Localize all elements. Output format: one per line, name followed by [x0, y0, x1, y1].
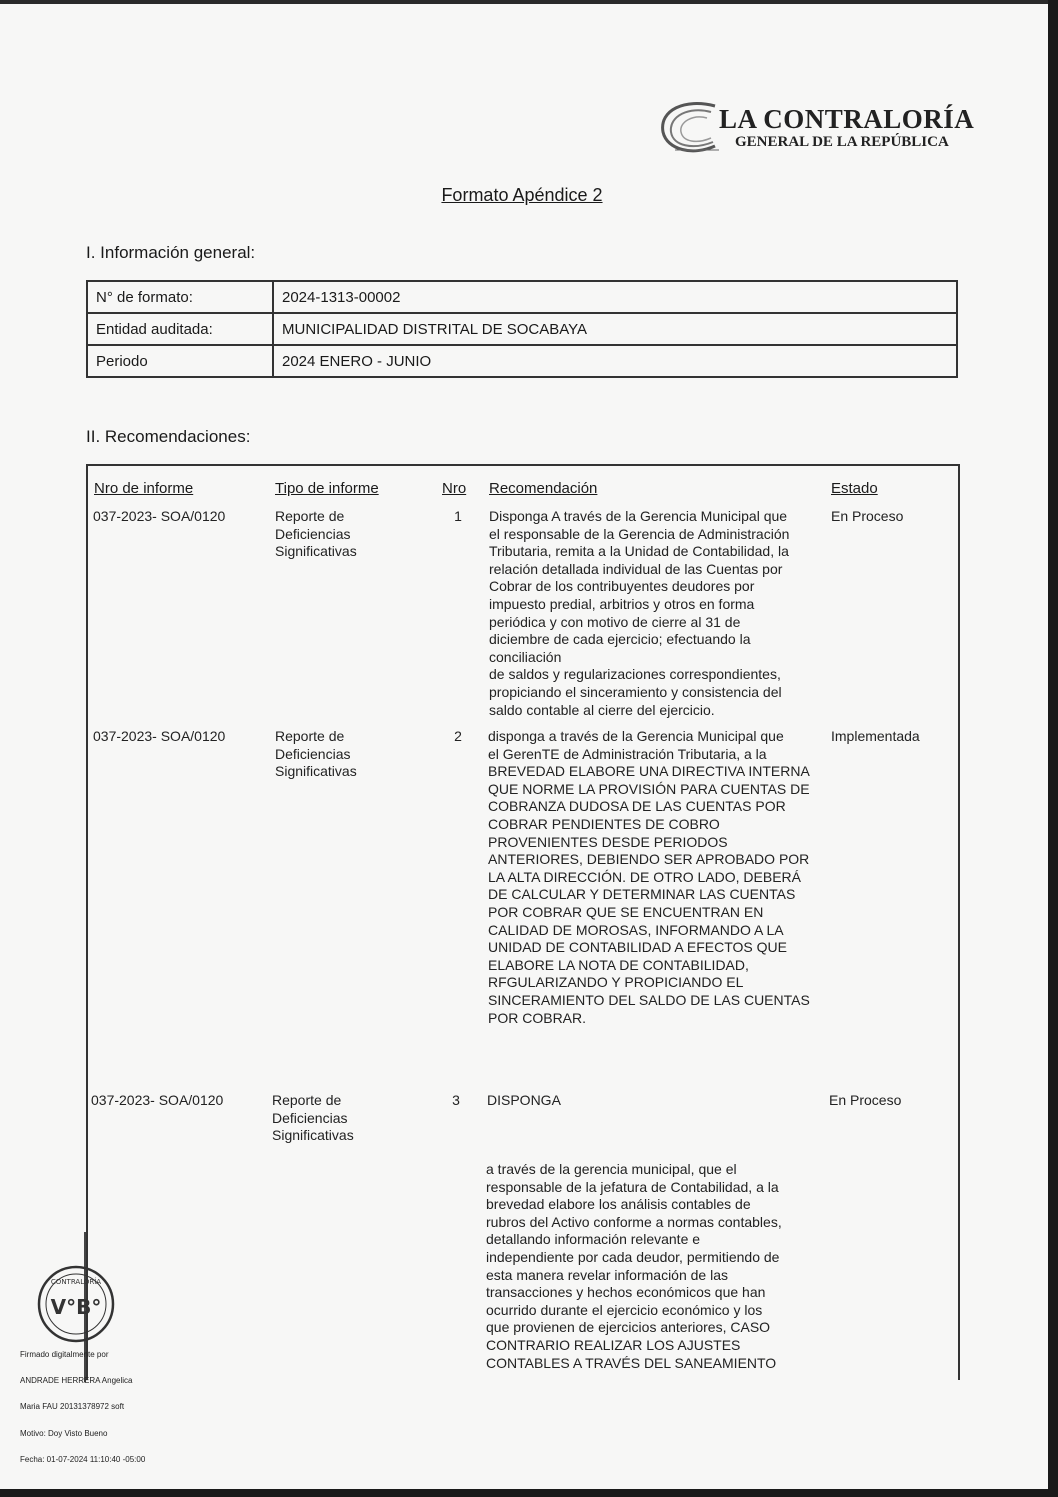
row2-estado: Implementada: [831, 728, 920, 744]
tipo-line: Deficiencias: [272, 1109, 348, 1126]
info-label: Periodo: [87, 345, 273, 377]
rec-line: detallando información relevante e: [486, 1231, 701, 1248]
rec-line: CONTRARIO REALIZAR LOS AJUSTES: [486, 1336, 741, 1353]
header-tipo-informe: Tipo de informe: [275, 480, 379, 497]
rec-line: LA ALTA DIRECCIÓN. DE OTRO LADO, DEBERÁ: [488, 868, 802, 885]
rec-line: ocurrido durante el ejercicio económico y los: [486, 1301, 763, 1318]
table-row: [87, 313, 957, 345]
contraloria-logo: [655, 98, 975, 158]
rec-line: responsable de la jefatura de Contabilidad, a la: [486, 1178, 779, 1195]
rec-line: saldo contable al cierre del ejercicio.: [489, 701, 715, 718]
rec-line: propiciando el sinceramiento y consistencia del: [489, 683, 782, 700]
tipo-line: Reporte de: [275, 728, 345, 744]
header-nro-informe: Nro de informe: [94, 480, 194, 497]
rec-line: QUE NORME LA PROVISIÓN PARA CUENTAS DE: [488, 780, 810, 797]
row2-nro-informe: 037-2023- SOA/0120: [93, 728, 226, 744]
info-value: 2024 ENERO - JUNIO: [273, 345, 957, 377]
rec-line: diciembre de cada ejercicio; efectuando la: [489, 631, 751, 648]
signature-line: Maria FAU 20131378972 soft: [20, 1402, 125, 1412]
scan-edge-bottom: [0, 1489, 1058, 1497]
rec-line: POR COBRAR.: [488, 1009, 587, 1026]
row1-estado: En Proceso: [831, 508, 904, 524]
rec-line: transacciones y hechos económicos que han: [486, 1284, 766, 1301]
tipo-line: Reporte de: [275, 508, 345, 524]
section-general-info-heading: I. Información general:: [86, 243, 256, 262]
rec-line: periódica y con motivo de cierre al 31 de: [489, 613, 741, 630]
rec-line: brevedad elabore los análisis contables de: [486, 1196, 751, 1213]
rec-line: ELABORE LA NOTA DE CONTABILIDAD,: [488, 956, 749, 973]
row2-tipo: [275, 728, 357, 781]
tipo-line: Deficiencias: [275, 525, 351, 542]
scan-edge-right: [1048, 0, 1058, 1497]
row3-tipo: [272, 1092, 354, 1145]
row1-recomendacion: [489, 508, 829, 719]
row3-nro: 3: [452, 1092, 460, 1108]
rec-line: DE CALCULAR Y DETERMINAR LAS CUENTAS: [488, 886, 796, 903]
info-label: N° de formato:: [87, 281, 273, 313]
rec-line: BREVEDAD ELABORE UNA DIRECTIVA INTERNA: [488, 763, 810, 780]
rec-line: SINCERAMIENTO DEL SALDO DE LAS CUENTAS: [488, 991, 810, 1008]
rec-line: COBRANZA DUDOSA DE LAS CUENTAS POR: [488, 798, 786, 815]
rec-line: Cobrar de los contribuyentes deudores por: [489, 578, 755, 595]
row1-nro-informe: 037-2023- SOA/0120: [93, 508, 226, 524]
row3-nro-informe: 037-2023- SOA/0120: [91, 1092, 224, 1108]
rec-line: impuesto predial, arbitrios y otros en forma: [489, 595, 755, 612]
row1-tipo: [275, 508, 357, 561]
row3-estado: En Proceso: [829, 1092, 902, 1108]
row2-nro: 2: [454, 728, 462, 744]
seal-center-text: V°B°: [50, 1295, 102, 1319]
header-recomendacion: Recomendación: [489, 480, 598, 497]
digital-signature-text: [20, 1333, 145, 1474]
tipo-line: Significativas: [275, 543, 357, 560]
rec-line: RFGULARIZANDO Y PROPICIANDO EL: [488, 974, 744, 991]
row3-recomendacion: [486, 1161, 826, 1372]
rec-line: Disponga A través de la Gerencia Municipal que: [489, 508, 788, 524]
tipo-line: Deficiencias: [275, 745, 351, 762]
rec-line: de saldos y regularizaciones correspondientes,: [489, 666, 781, 683]
scan-edge-top: [0, 0, 1058, 4]
row1-nro: 1: [454, 508, 462, 524]
rec-line: CALIDAD DE MOROSAS, INFORMANDO A LA: [488, 921, 784, 938]
rec-line: PROVENIENTES DESDE PERIODOS: [488, 833, 728, 850]
info-value: 2024-1313-00002: [273, 281, 957, 313]
tipo-line: Significativas: [275, 763, 357, 780]
vobo-seal-icon: [36, 1264, 116, 1344]
rec-line: Tributaria, remita a la Unidad de Contabilidad, la: [489, 543, 789, 560]
rec-line: UNIDAD DE CONTABILIDAD A EFECTOS QUE: [488, 939, 787, 956]
rec-line: el GerenTE de Administración Tributaria, a la: [488, 745, 767, 762]
rec-line: rubros del Activo conforme a normas contables,: [486, 1213, 782, 1230]
rec-line: el responsable de la Gerencia de Administración: [489, 525, 790, 542]
table-row: [87, 345, 957, 377]
rec-line: ANTERIORES, DEBIENDO SER APROBADO POR: [488, 851, 810, 868]
rec-line: independiente por cada deudor, permitiendo de: [486, 1248, 780, 1265]
logo-subtitle: GENERAL DE LA REPÚBLICA: [735, 134, 949, 150]
rec-line: a través de la gerencia municipal, que el: [486, 1161, 737, 1177]
rec-line: relación detallada individual de las Cuentas por: [489, 560, 783, 577]
header-estado: Estado: [831, 480, 878, 497]
header-nro: Nro: [442, 480, 467, 497]
signature-line: Motivo: Doy Visto Bueno: [20, 1428, 108, 1438]
signature-line: ANDRADE HERRERA Angelica: [20, 1375, 133, 1385]
info-label: Entidad auditada:: [87, 313, 273, 345]
contraloria-swirl-icon: [655, 98, 721, 158]
row3-recomendacion-head: DISPONGA: [487, 1092, 561, 1108]
table-row: [87, 281, 957, 313]
seal-top-text: CONTRALORÍA: [50, 1278, 102, 1286]
rec-line: que provienen de ejercicios anteriores, CASO: [486, 1319, 771, 1336]
rec-line: disponga a través de la Gerencia Municipal que: [488, 728, 784, 744]
section-recommendations-heading: II. Recomendaciones:: [86, 427, 251, 446]
tipo-line: Reporte de: [272, 1092, 342, 1108]
document-title: Formato Apéndice 2: [441, 185, 603, 205]
rec-line: POR COBRAR QUE SE ENCUENTRAN EN: [488, 903, 764, 920]
rec-line: CONTABLES A TRAVÉS DEL SANEAMIENTO: [486, 1354, 777, 1371]
general-info-table: [86, 280, 958, 378]
signature-line: Firmado digitalmente por: [20, 1349, 109, 1359]
rec-line: esta manera revelar información de las: [486, 1266, 729, 1283]
signature-line: Fecha: 01-07-2024 11:10:40 -05:00: [20, 1455, 146, 1465]
logo-title: LA CONTRALORÍA: [719, 104, 975, 134]
info-value: MUNICIPALIDAD DISTRITAL DE SOCABAYA: [273, 313, 957, 345]
tipo-line: Significativas: [272, 1127, 354, 1144]
row2-recomendacion: [488, 728, 828, 1027]
rec-line: COBRAR PENDIENTES DE COBRO: [488, 815, 720, 832]
rec-line: conciliación: [489, 648, 562, 665]
